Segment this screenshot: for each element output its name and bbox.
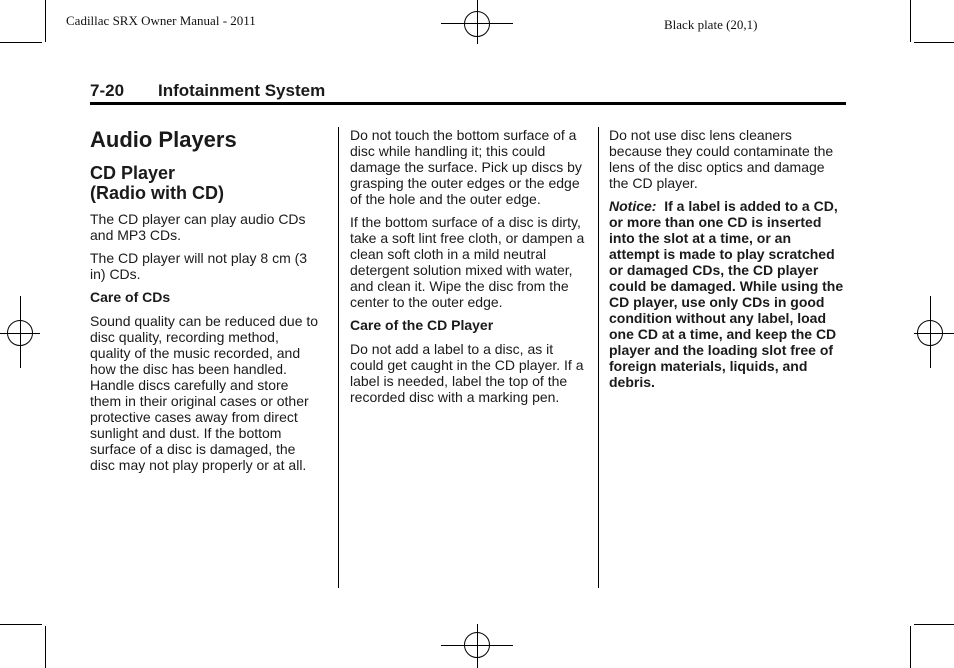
crop-mark bbox=[45, 626, 46, 668]
subheading-line2: (Radio with CD) bbox=[90, 183, 224, 203]
registration-line bbox=[20, 296, 21, 368]
crop-mark bbox=[914, 624, 954, 625]
column-2 bbox=[350, 127, 588, 412]
registration-line bbox=[930, 296, 931, 368]
section-title: Infotainment System bbox=[158, 81, 326, 100]
crop-mark bbox=[45, 0, 46, 42]
notice-text: If a label is added to a CD, or more than one CD is inserted into the slot at a time, or an attempt is made to play scratched or damaged CDs, the CD player could be damaged. While using the CD player, use only CDs in good condition without any label, load one CD at a time, and keep the CD player and the loading slot free of foreign materials, liquids, and debris. bbox=[609, 198, 844, 390]
column-divider bbox=[598, 127, 599, 588]
paragraph: Do not add a label to a disc, as it could get caught in the CD player. If a label is needed, label the top of the recorded disc with a marking pen. bbox=[350, 341, 584, 405]
crop-mark bbox=[910, 626, 911, 668]
crop-mark bbox=[0, 624, 42, 625]
paragraph: The CD player can play audio CDs and MP3 CDs. bbox=[90, 211, 306, 243]
paragraph: Do not use disc lens cleaners because they could contaminate the lens of the disc optics and damage the CD player. bbox=[609, 127, 834, 191]
subheading bbox=[90, 163, 322, 203]
crop-mark bbox=[914, 42, 954, 43]
paragraph: If the bottom surface of a disc is dirty, take a soft lint free cloth, or dampen a clean soft cloth in a mild neutral detergent solution mixed with water, and clean it. Wipe the disc from the center to the outer edge. bbox=[350, 214, 585, 310]
page-title: Audio Players bbox=[90, 127, 237, 152]
paragraph: The CD player will not play 8 cm (3 in) CDs. bbox=[90, 250, 308, 282]
page-number: 7-20 bbox=[90, 81, 125, 100]
paragraph: Sound quality can be reduced due to disc quality, recording method, quality of the music recorded, and how the disc has been handled. Handle discs carefully and store them in their original cases or other protective cases away from direct sunlight and dust. If the bottom surface of a disc is damaged, the disc may not play properly or at all. bbox=[90, 313, 319, 473]
column-3 bbox=[609, 127, 845, 397]
crop-mark bbox=[0, 42, 42, 43]
notice-label: Notice: bbox=[609, 198, 657, 214]
column-1 bbox=[90, 127, 322, 480]
crop-mark bbox=[910, 0, 911, 42]
paragraph: Do not touch the bottom surface of a disc while handling it; this could damage the surface. Pick up discs by grasping the outer edges or the edge of the hole and the outer edge. bbox=[350, 127, 582, 207]
registration-line bbox=[477, 0, 478, 44]
header-left-note: Cadillac SRX Owner Manual - 2011 bbox=[66, 13, 256, 28]
header-right-note: Black plate (20,1) bbox=[664, 17, 758, 32]
column-divider bbox=[338, 127, 339, 588]
registration-line bbox=[914, 333, 954, 334]
care-of-cds-heading: Care of CDs bbox=[90, 289, 171, 305]
subheading-line1: CD Player bbox=[90, 163, 176, 183]
section-header bbox=[90, 81, 846, 105]
registration-line bbox=[477, 624, 478, 668]
care-of-player-heading: Care of the CD Player bbox=[350, 317, 494, 333]
notice-paragraph bbox=[609, 198, 845, 390]
